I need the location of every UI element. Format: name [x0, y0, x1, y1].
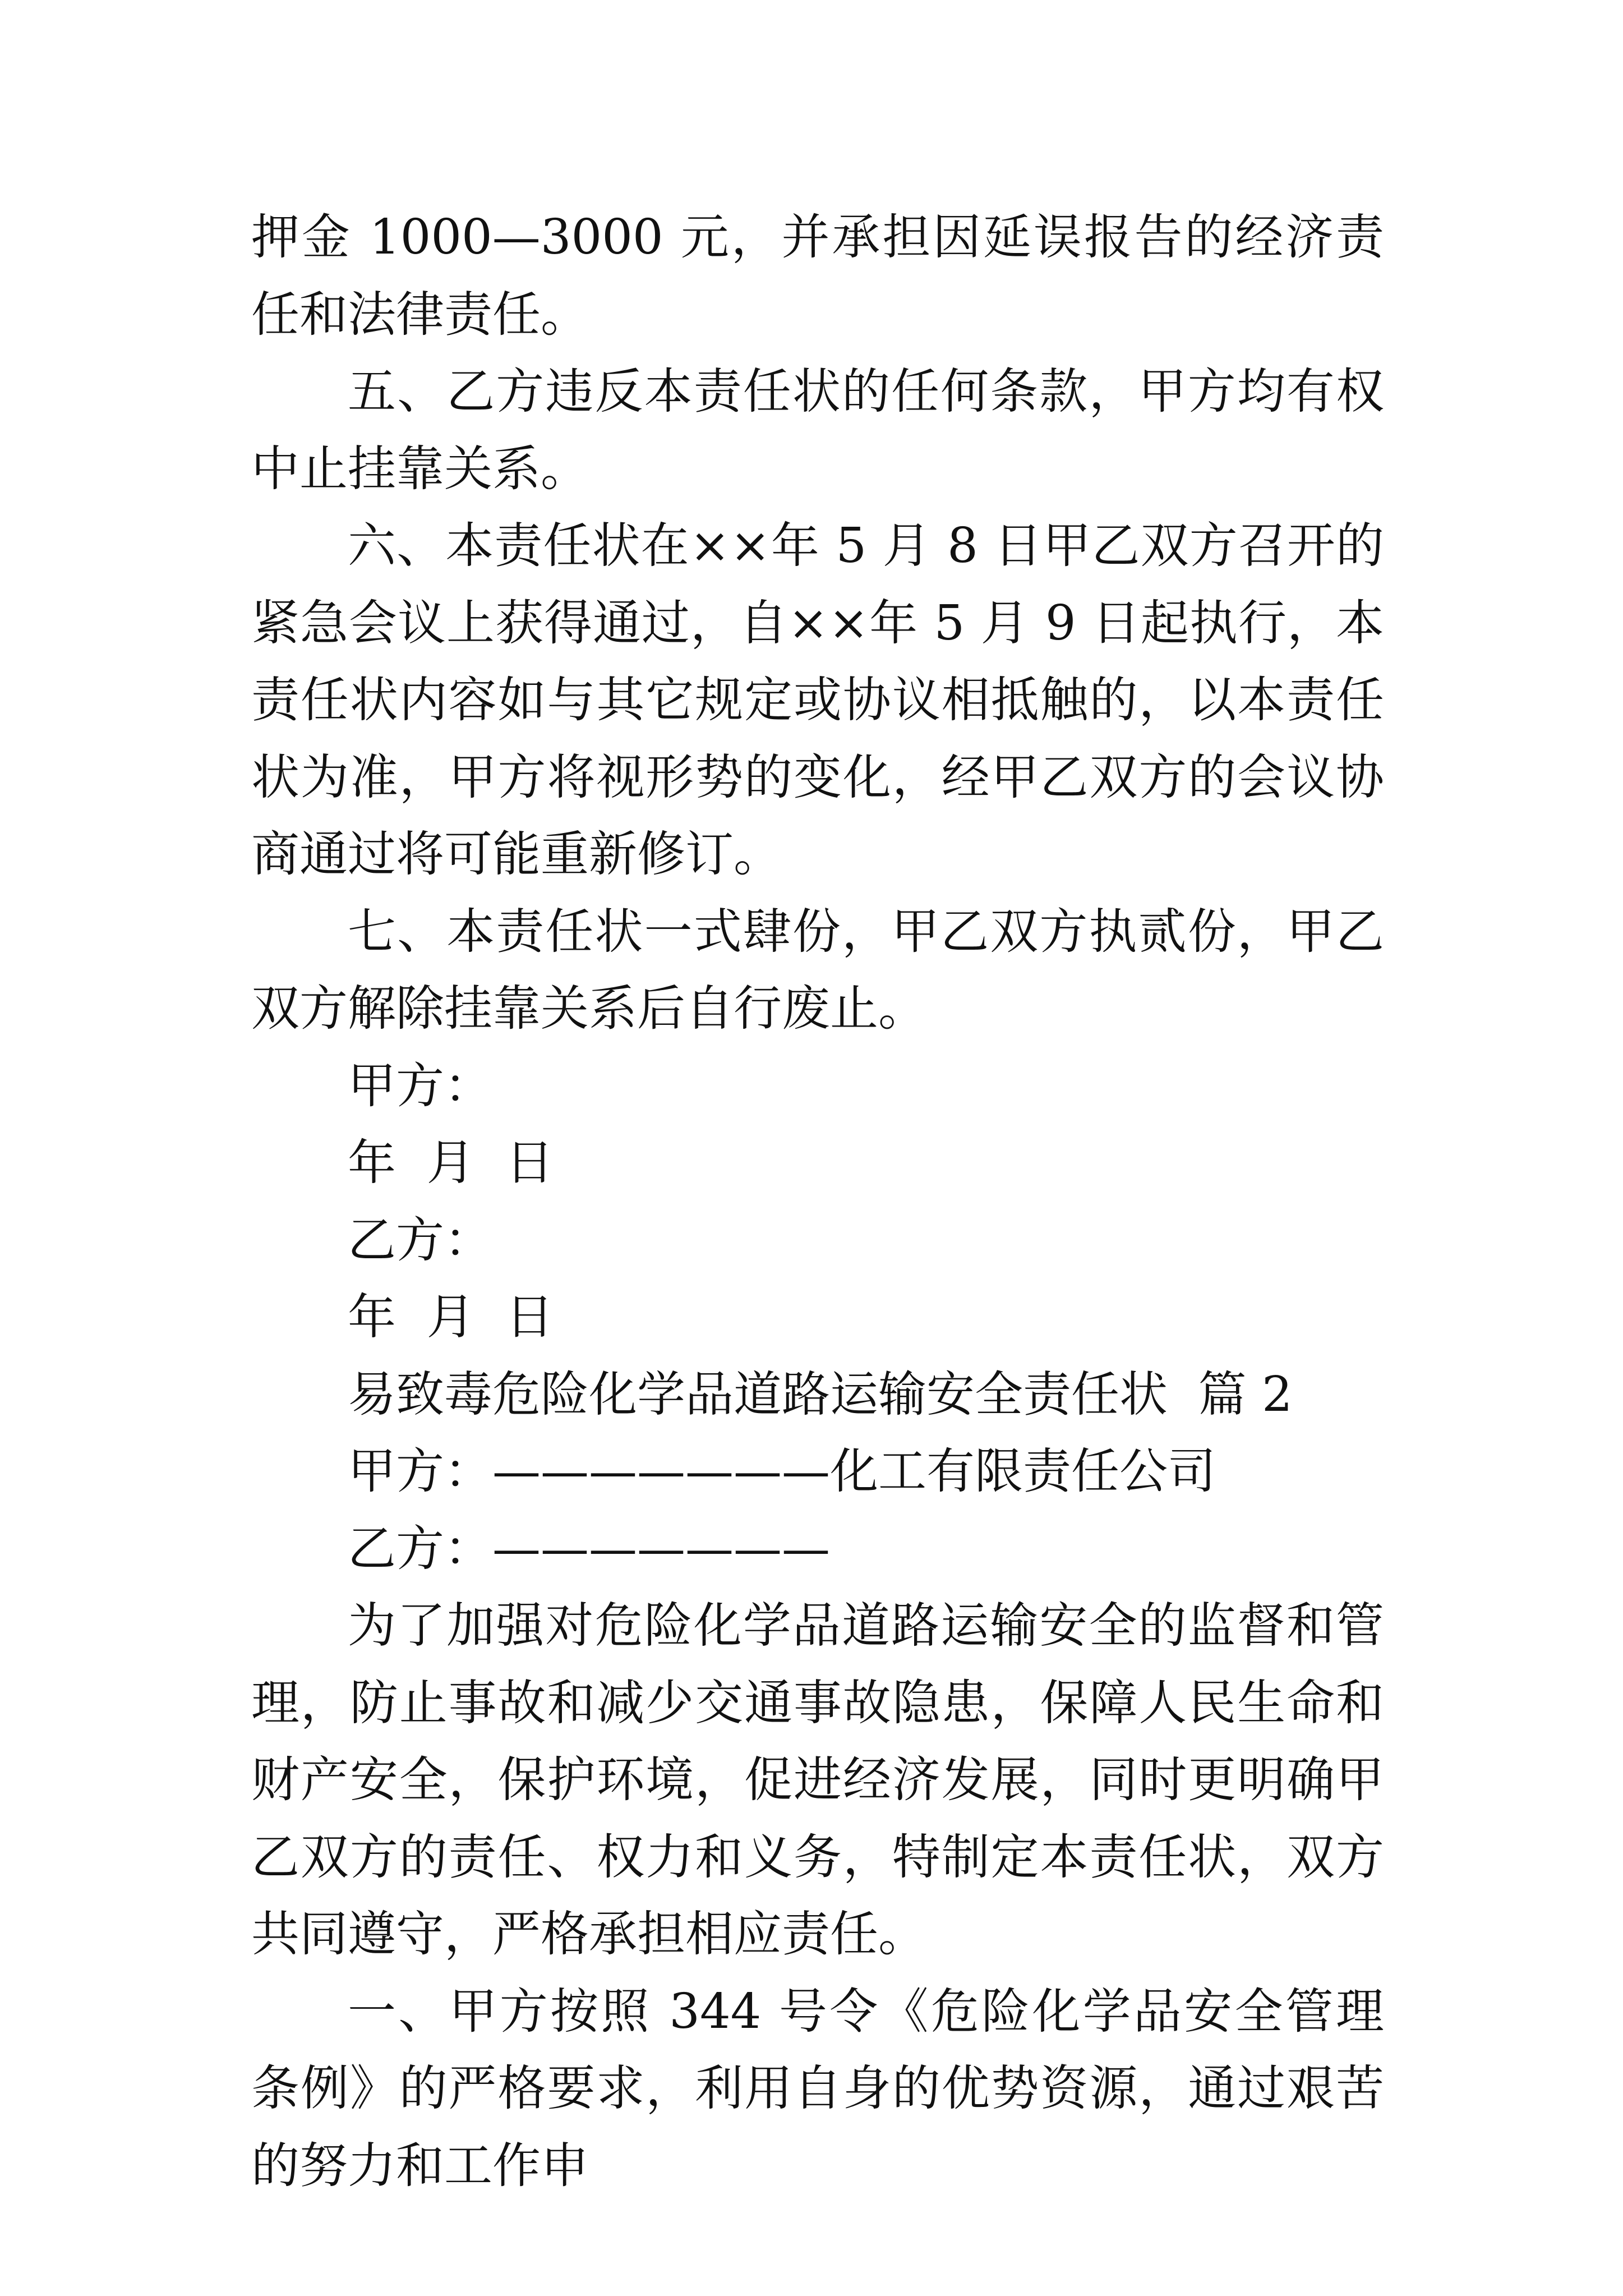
- section-title: 易致毒危险化学品道路运输安全责任状 篇 2: [348, 1366, 1293, 1423]
- document-body: [251, 199, 1384, 2205]
- signature-party-a: 甲方：: [348, 1057, 492, 1114]
- party-b-line: 乙方：———————: [348, 1520, 830, 1577]
- paragraph-clause-7: 七、本责任状一式肆份，甲乙双方执贰份，甲乙双方解除挂靠关系后自行废止。: [251, 903, 1384, 1037]
- signature-party-b: 乙方：: [348, 1212, 492, 1268]
- paragraph-preamble: 为了加强对危险化学品道路运输安全的监督和管理，防止事故和减少交通事故隐患，保障人民生命和财产安全，保护环境，促进经济发展，同时更明确甲乙双方的责任、权力和义务，特制定本责任状，双方共同遵守，严格承担相应责任。: [251, 1598, 1384, 1962]
- signature-date-b: 年 月 日: [348, 1289, 554, 1345]
- paragraph-clause-5: 五、乙方违反本责任状的任何条款，甲方均有权中止挂靠关系。: [251, 364, 1384, 497]
- party-a-line: 甲方：———————化工有限责任公司: [348, 1443, 1216, 1499]
- paragraph-clause-1: 一、甲方按照 344 号令《危险化学品安全管理条例》的严格要求，利用自身的优势资源，通过艰苦的努力和工作申: [251, 1983, 1384, 2194]
- signature-date-a: 年 月 日: [348, 1135, 554, 1191]
- paragraph-deposit-liability: 押金 1000—3000 元，并承担因延误报告的经济责任和法律责任。: [251, 209, 1384, 343]
- paragraph-clause-6: 六、本责任状在××年 5 月 8 日甲乙双方召开的紧急会议上获得通过，自××年 5 月 9 日起执行，本责任状内容如与其它规定或协议相抵触的，以本责任状为准，甲方将视形势的变化，经甲乙双方的会议协商通过将可能重新修订。: [251, 518, 1384, 882]
